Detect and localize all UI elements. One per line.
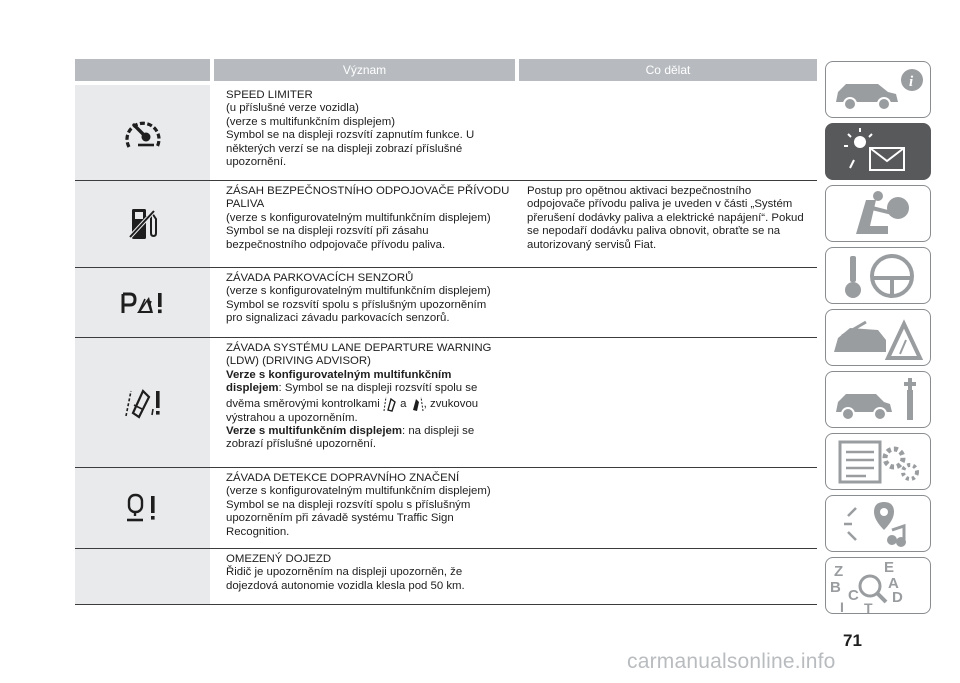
airbag-seat-icon <box>826 186 931 242</box>
row-text: , zvukovou <box>423 397 479 410</box>
speed-limiter-icon <box>121 113 165 153</box>
row-text: Symbol se rozsvítí spolu s příslušným upozorněním <box>226 298 487 311</box>
table-row <box>75 268 817 338</box>
row-text: některých verzí se na displeji zobrazí příslušné <box>226 142 463 155</box>
index-letter-t: T <box>864 600 873 615</box>
row-text: Řidič je upozorněním na displeji upozorněn, že <box>226 566 463 579</box>
row-text: a <box>400 397 407 410</box>
row-title: ZÁVADA DETEKCE DOPRAVNÍHO ZNAČENÍ <box>226 472 460 484</box>
header-symbol-column <box>75 59 210 81</box>
steering-key-icon <box>826 248 931 304</box>
action-text: přerušení dodávky paliva a elektrické napájení“. Pokud <box>527 211 804 224</box>
index-letter-b: B <box>830 579 841 596</box>
header-action: Co dělat <box>519 59 817 81</box>
bold-label: Verze s multifunkčním displejem <box>226 425 402 438</box>
row-title: ZÁVADA PARKOVACÍCH SENZORŮ <box>226 272 414 284</box>
tab-warning-lights[interactable] <box>825 123 931 180</box>
bold-label: displejem <box>226 382 279 395</box>
tab-multimedia[interactable] <box>825 495 931 552</box>
lane-left-icon <box>383 396 397 412</box>
row-title: ZÁVADA SYSTÉMU LANE DEPARTURE WARNING <box>226 342 492 354</box>
index-letter-a: A <box>888 575 899 592</box>
tab-specifications[interactable] <box>825 433 931 490</box>
index-letter-d: D <box>892 589 903 606</box>
svg-text:i: i <box>909 74 914 90</box>
row-text: pro signalizaci závadu parkovacích senzorů. <box>226 312 450 325</box>
fuel-cutoff-icon <box>128 205 158 243</box>
row-text: zobrazí příslušné upozornění. <box>226 438 377 451</box>
row-text: Symbol se na displeji rozsvítí při zásahu <box>226 225 429 238</box>
car-warning-triangle-icon <box>826 310 931 366</box>
media-nav-icon <box>826 496 931 552</box>
row-text: Recognition. <box>226 525 290 538</box>
park-sensor-fault-icon <box>121 291 165 315</box>
table-row <box>75 85 817 181</box>
row-text: dojezdová autonomie vozidla klesla pod 50 km. <box>226 579 465 592</box>
indicator-table <box>75 59 817 605</box>
index-letter-z: Z <box>834 563 844 580</box>
tab-servicing[interactable] <box>825 371 931 428</box>
car-info-icon <box>826 62 931 118</box>
lane-departure-fault-icon <box>123 387 163 419</box>
row-title: SPEED LIMITER <box>226 89 313 101</box>
action-text: autorizovaný servisů Fiat. <box>527 238 657 251</box>
row-text: bezpečnostního odpojovače přívodu paliva. <box>226 238 446 251</box>
table-row <box>75 338 817 468</box>
table-header <box>75 59 817 81</box>
traffic-sign-fault-icon <box>125 493 161 523</box>
tab-car-info[interactable] <box>825 61 931 118</box>
table-row <box>75 549 817 605</box>
warning-lights-icon <box>826 124 931 180</box>
tab-starting-driving[interactable] <box>825 247 931 304</box>
table-row <box>75 468 817 549</box>
bold-label: Verze s konfigurovatelným multifunkčním <box>226 368 452 381</box>
row-text: (verze s multifunkčním displejem) <box>226 115 396 128</box>
index-letter-c: C <box>848 587 859 604</box>
row-title: OMEZENÝ DOJEZD <box>226 553 332 565</box>
row-text: upozornění. <box>226 156 287 169</box>
specs-gears-icon <box>826 434 931 490</box>
action-text: se nepodaří dodávku paliva obnovit, obraťte se na <box>527 225 781 238</box>
row-title: ZÁSAH BEZPEČNOSTNÍHO ODPOJOVAČE PŘÍVODU <box>226 185 510 197</box>
index-letter-i: I <box>840 599 844 615</box>
header-meaning: Význam <box>214 59 515 81</box>
alphabet-index-icon <box>826 558 931 614</box>
watermark: carmanualsonline.info <box>627 650 836 673</box>
index-letter-e: E <box>884 559 895 576</box>
row-text: (verze s konfigurovatelným multifunkčním displejem) <box>226 485 491 498</box>
action-text: Postup pro opětnou aktivaci bezpečnostního <box>527 185 752 197</box>
row-title: PALIVA <box>226 198 265 211</box>
row-text: dvěma směrovými kontrolkami <box>226 397 380 410</box>
row-text: výstrahou a upozorněním. <box>226 411 358 424</box>
row-text: : Symbol se na displeji rozsvítí spolu se <box>278 382 478 395</box>
row-text: Symbol se na displeji rozsvítí spolu s příslušným <box>226 498 471 511</box>
row-text: : na displeji se <box>401 425 475 438</box>
row-text: upozorněním při závadě systému Traffic Sign <box>226 512 454 525</box>
row-title: (LDW) (DRIVING ADVISOR) <box>226 355 371 368</box>
action-text: odpojovače přívodu paliva je uveden v části „Systém <box>527 198 793 211</box>
row-text: (u příslušné verze vozidla) <box>226 102 359 115</box>
tab-emergency[interactable] <box>825 309 931 366</box>
car-wrench-icon <box>826 372 931 428</box>
lane-right-icon <box>410 396 424 412</box>
table-row <box>75 181 817 268</box>
page-number: 71 <box>843 631 862 650</box>
row-text: Symbol se na displeji rozsvítí zapnutím funkce. U <box>226 129 475 142</box>
tab-safety[interactable] <box>825 185 931 242</box>
row-text: (verze s konfigurovatelným multifunkčním displejem) <box>226 285 491 298</box>
row-text: (verze s konfigurovatelným multifunkčním displejem) <box>226 211 491 224</box>
tab-index[interactable] <box>825 557 931 614</box>
